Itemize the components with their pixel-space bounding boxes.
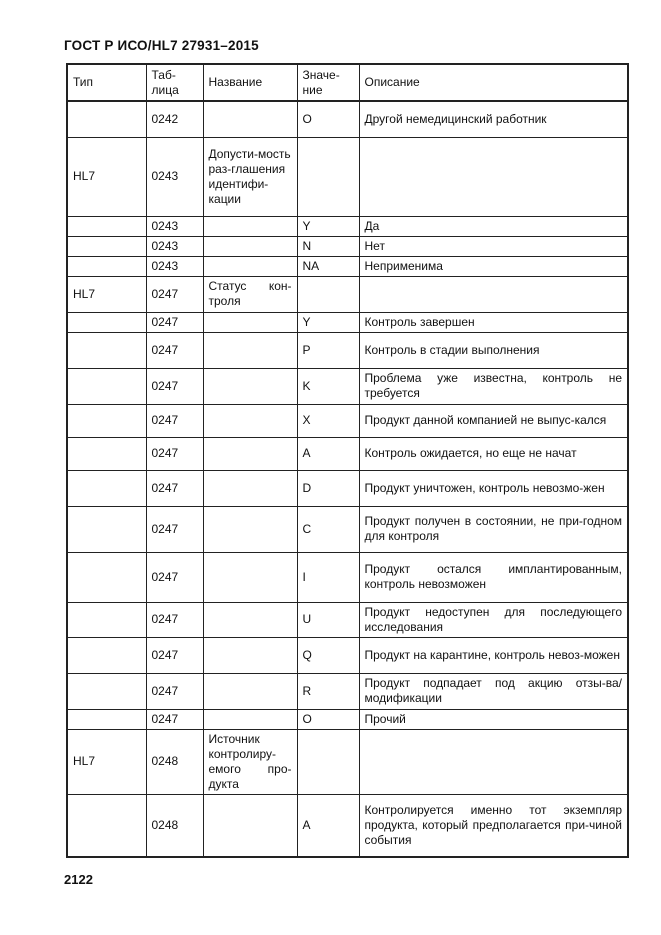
- cell-type: HL7: [67, 276, 146, 312]
- cell-type: [67, 216, 146, 236]
- cell-table: 0243: [146, 216, 203, 236]
- cell-description: [359, 137, 628, 216]
- cell-table: 0247: [146, 312, 203, 332]
- cell-table: 0247: [146, 506, 203, 552]
- cell-value: P: [297, 332, 359, 368]
- table-body: [67, 101, 628, 857]
- table-row: [67, 794, 628, 857]
- cell-name: [203, 404, 297, 437]
- table-row: [67, 506, 628, 552]
- cell-type: [67, 236, 146, 256]
- column-header-value: [297, 64, 359, 101]
- cell-value: [297, 137, 359, 216]
- cell-table: 0248: [146, 794, 203, 857]
- cell-table: 0243: [146, 236, 203, 256]
- cell-type: [67, 312, 146, 332]
- cell-value: NA: [297, 256, 359, 276]
- table-row: [67, 552, 628, 602]
- table-row: [67, 637, 628, 673]
- cell-description: Да: [359, 216, 628, 236]
- cell-table: 0247: [146, 552, 203, 602]
- cell-table: 0247: [146, 332, 203, 368]
- table-row: [67, 368, 628, 404]
- cell-type: [67, 637, 146, 673]
- cell-name: [203, 312, 297, 332]
- cell-value: X: [297, 404, 359, 437]
- cell-type: [67, 552, 146, 602]
- column-header-description: Описание: [359, 64, 628, 101]
- cell-name: [203, 256, 297, 276]
- cell-type: [67, 506, 146, 552]
- cell-description: Продукт недоступен для последующего исследования: [359, 602, 628, 637]
- cell-table: 0248: [146, 729, 203, 794]
- cell-table: 0247: [146, 602, 203, 637]
- document-title: ГОСТ Р ИСО/HL7 27931–2015: [64, 38, 259, 53]
- cell-description: Контроль ожидается, но еще не начат: [359, 437, 628, 470]
- cell-description: Продукт на карантине, контроль невоз-можен: [359, 637, 628, 673]
- cell-name: [203, 216, 297, 236]
- table-row: [67, 602, 628, 637]
- table-row: [67, 312, 628, 332]
- cell-name: [203, 332, 297, 368]
- cell-type: [67, 256, 146, 276]
- cell-value: [297, 276, 359, 312]
- cell-value: O: [297, 101, 359, 137]
- cell-name: [203, 368, 297, 404]
- table-header-row: [67, 64, 628, 101]
- page-number: 2122: [64, 872, 93, 887]
- table-row: [67, 276, 628, 312]
- cell-name: [203, 552, 297, 602]
- cell-value: D: [297, 470, 359, 506]
- cell-description: Прочий: [359, 709, 628, 729]
- cell-description: Контроль в стадии выполнения: [359, 332, 628, 368]
- cell-type: [67, 673, 146, 709]
- table-row: [67, 101, 628, 137]
- cell-description: Продукт подпадает под акцию отзы-ва/модификации: [359, 673, 628, 709]
- cell-table: 0247: [146, 637, 203, 673]
- cell-value: Y: [297, 216, 359, 236]
- cell-name: [203, 673, 297, 709]
- cell-name: Статус кон-троля: [203, 276, 297, 312]
- table-row: [67, 404, 628, 437]
- table-row: [67, 216, 628, 236]
- codes-table: [66, 63, 629, 858]
- cell-value: U: [297, 602, 359, 637]
- cell-value: O: [297, 709, 359, 729]
- cell-name: [203, 506, 297, 552]
- cell-value: K: [297, 368, 359, 404]
- cell-name: [203, 794, 297, 857]
- cell-table: 0247: [146, 368, 203, 404]
- table-row: [67, 709, 628, 729]
- cell-type: [67, 368, 146, 404]
- cell-type: [67, 101, 146, 137]
- cell-type: [67, 602, 146, 637]
- table-row: [67, 729, 628, 794]
- table-row: [67, 437, 628, 470]
- cell-name: [203, 637, 297, 673]
- column-header-table-label: Таб-лица: [151, 67, 179, 97]
- cell-name: [203, 470, 297, 506]
- cell-table: 0247: [146, 470, 203, 506]
- cell-value: I: [297, 552, 359, 602]
- cell-type: HL7: [67, 729, 146, 794]
- cell-value: A: [297, 437, 359, 470]
- cell-description: Контроль завершен: [359, 312, 628, 332]
- table-row: [67, 236, 628, 256]
- cell-type: [67, 470, 146, 506]
- cell-description: Продукт остался имплантированным, контроль невозможен: [359, 552, 628, 602]
- cell-description: Неприменима: [359, 256, 628, 276]
- table-row: [67, 137, 628, 216]
- table-row: [67, 470, 628, 506]
- cell-name: Источник контролиру-емого про-дукта: [203, 729, 297, 794]
- cell-type: [67, 794, 146, 857]
- cell-type: HL7: [67, 137, 146, 216]
- cell-table: 0247: [146, 437, 203, 470]
- table-row: [67, 332, 628, 368]
- cell-description: Продукт данной компанией не выпус-кался: [359, 404, 628, 437]
- cell-description: Контролируется именно тот экземпляр продукта, который предполагается при-чиной события: [359, 794, 628, 857]
- cell-value: Y: [297, 312, 359, 332]
- cell-name: [203, 709, 297, 729]
- cell-value: Q: [297, 637, 359, 673]
- cell-table: 0247: [146, 673, 203, 709]
- cell-description: Нет: [359, 236, 628, 256]
- cell-type: [67, 332, 146, 368]
- cell-table: 0242: [146, 101, 203, 137]
- cell-table: 0243: [146, 256, 203, 276]
- cell-value: [297, 729, 359, 794]
- cell-name: [203, 236, 297, 256]
- column-header-table: [146, 64, 203, 101]
- cell-table: 0247: [146, 709, 203, 729]
- column-header-name: Название: [203, 64, 297, 101]
- column-header-type: Тип: [67, 64, 146, 101]
- cell-table: 0247: [146, 276, 203, 312]
- cell-type: [67, 404, 146, 437]
- cell-value: R: [297, 673, 359, 709]
- column-header-value-label: Значе-ние: [302, 67, 340, 97]
- cell-type: [67, 437, 146, 470]
- table-row: [67, 673, 628, 709]
- cell-value: N: [297, 236, 359, 256]
- cell-name: [203, 101, 297, 137]
- cell-description: [359, 729, 628, 794]
- cell-type: [67, 709, 146, 729]
- cell-name: [203, 602, 297, 637]
- cell-name: Допусти-мость раз-глашения идентифи-кации: [203, 137, 297, 216]
- cell-value: C: [297, 506, 359, 552]
- cell-description: Проблема уже известна, контроль не требуется: [359, 368, 628, 404]
- cell-description: Продукт уничтожен, контроль невозмо-жен: [359, 470, 628, 506]
- cell-value: A: [297, 794, 359, 857]
- cell-table: 0243: [146, 137, 203, 216]
- cell-description: Другой немедицинский работник: [359, 101, 628, 137]
- cell-table: 0247: [146, 404, 203, 437]
- cell-description: Продукт получен в состоянии, не при-годном для контроля: [359, 506, 628, 552]
- cell-description: [359, 276, 628, 312]
- table-row: [67, 256, 628, 276]
- cell-name: [203, 437, 297, 470]
